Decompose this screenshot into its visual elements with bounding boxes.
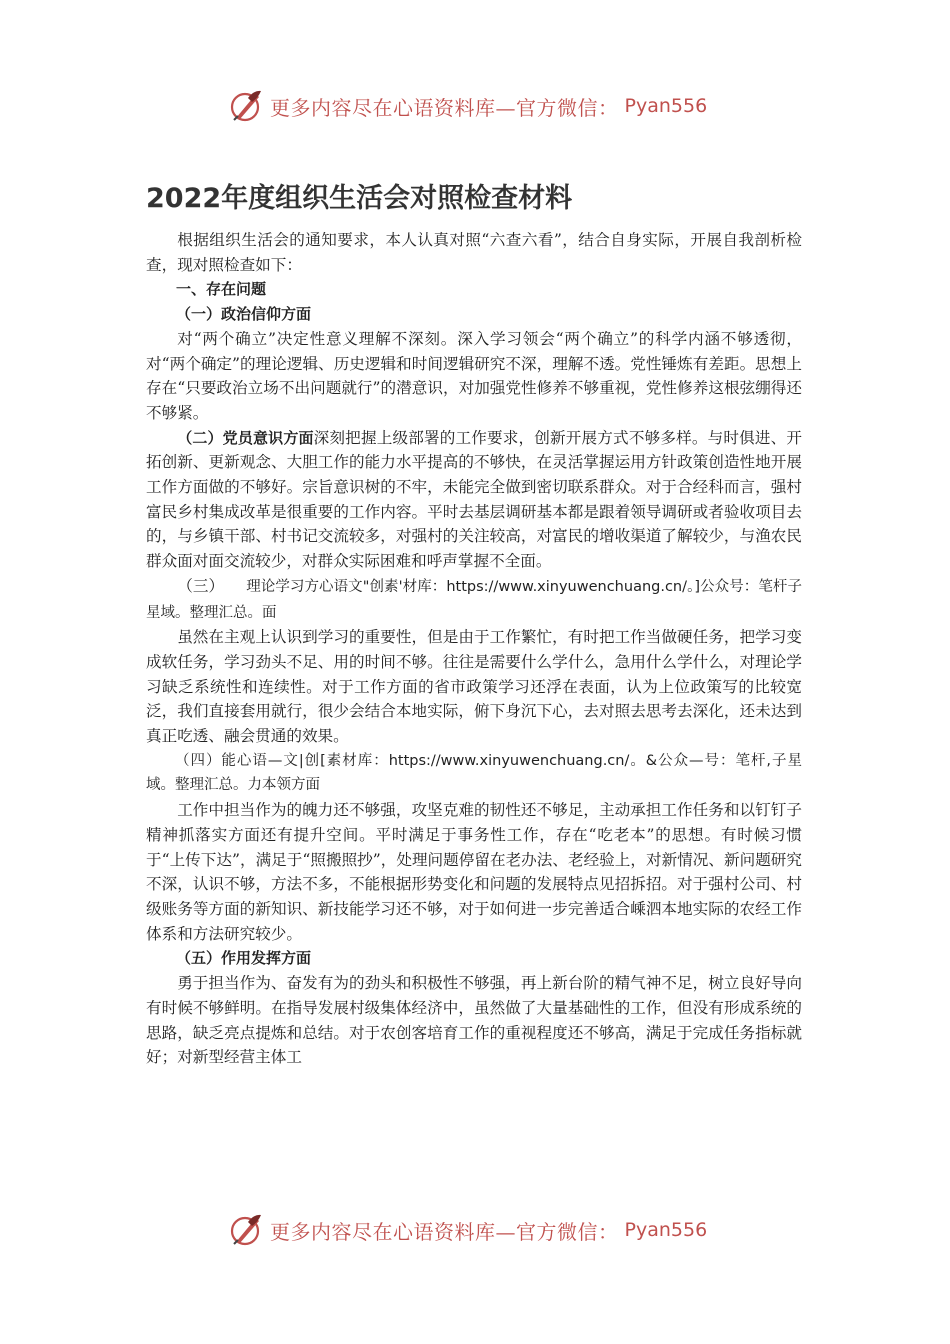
subsection-heading-3: 理论学习方心语文"创素'材库：https://www.xinyuwenchuang.cn/。]公众号：笔杆子星域。整理汇总。面 bbox=[146, 578, 802, 621]
intro-paragraph: 根据组织生活会的通知要求，本人认真对照“六查六看”，结合自身实际，开展自我剖析检查，现对照检查如下： bbox=[146, 231, 802, 274]
subsection-1-text: 对“两个确立”决定性意义理解不深刻。深入学习领会“两个确立”的科学内涵不够透彻，对“两个确定”的理论逻辑、历史逻辑和时间逻辑研究不深，理解不透。党性锤炼有差距。思想上存在“只要政治立场不出问题就行”的潜意识，对加强党性修养不够重视，党性修养这根弦绷得还不够紧。 bbox=[146, 329, 802, 422]
subsection-4-text: 工作中担当作为的魄力还不够强，攻坚克难的韧性还不够足，主动承担工作任务和以钉钉子精神抓落实方面还有提升空间。平时满足于事务性工作，存在“吃老本”的思想。有时候习惯于“上传下达”，满足于“照搬照抄”，处理问题停留在老办法、老经验上，对新情况、新问题研究不深，认识不够，方法不多，不能根据形势变化和问题的发展特点见招拆招。对于强村公司、村级账务等方面的新知识、新技能学习还不够，对于如何进一步完善适合嵊泗本地实际的农经工作体系和方法研究较少。 bbox=[146, 801, 802, 943]
quill-logo-icon bbox=[228, 88, 264, 124]
subsection-heading-2: （二）党员意识方面 bbox=[177, 428, 314, 447]
banner-wechat-id: Pyan556 bbox=[624, 95, 708, 117]
section-heading-problems: 一、存在问题 bbox=[176, 280, 267, 299]
subsection-heading-5: （五）作用发挥方面 bbox=[176, 949, 312, 968]
subsection-2-paragraph bbox=[146, 426, 802, 574]
footer-banner bbox=[228, 1210, 728, 1250]
banner-text: 更多内容尽在心语资料库—官方微信： bbox=[270, 1219, 619, 1244]
quill-logo-icon bbox=[228, 1212, 264, 1248]
subsection-heading-1: （一）政治信仰方面 bbox=[176, 305, 312, 324]
subsection-heading-3-prefix: （三） bbox=[177, 576, 225, 595]
subsection-3-heading-paragraph bbox=[146, 574, 802, 625]
subsection-3-text: 虽然在主观上认识到学习的重要性，但是由于工作繁忙，有时把工作当做硬任务，把学习变成软任务，学习劲头不足、用的时间不够。往往是需要什么学什么，急用什么学什么，对理论学习缺乏系统性和连续性。对于工作方面的省市政策学习还浮在表面，认为上位政策写的比较宽泛，我们直接套用就行，很少会结合本地实际，俯下身沉下心，去对照去思考去深化，还未达到真正吃透、融会贯通的效果。 bbox=[146, 628, 802, 746]
header-banner bbox=[228, 86, 728, 126]
subsection-5-text: 勇于担当作为、奋发有为的劲头和积极性不够强，再上新台阶的精气神不足，树立良好导向有时候不够鲜明。在指导发展村级集体经济中，虽然做了大量基础性的工作，但没有形成系统的思路，缺乏亮点提炼和总结。对于农创客培育工作的重视程度还不够高，满足于完成任务指标就好；对新型经营主体工 bbox=[146, 974, 802, 1067]
subsection-2-text: 深刻把握上级部署的工作要求，创新开展方式不够多样。与时俱进、开拓创新、更新观念、大胆工作的能力水平提高的不够快，在灵活掌握运用方针政策创造性地开展工作方面做的不够好。宗旨意识树的不牢，未能完全做到密切联系群众。对于合经科而言，强村富民乡村集成改革是很重要的工作内容。平时去基层调研基本都是跟着领导调研或者验收项目去的，与乡镇干部、村书记交流较多，对强村的关注较高，对富民的增收渠道了解较少，与渔农民群众面对面交流较少，对群众实际困难和呼声掌握不全面。 bbox=[146, 428, 802, 571]
banner-wechat-id: Pyan556 bbox=[624, 1219, 708, 1241]
document-body bbox=[146, 228, 802, 1070]
banner-text: 更多内容尽在心语资料库—官方微信： bbox=[270, 95, 619, 120]
document-title: 2022年度组织生活会对照检查材料 bbox=[146, 183, 573, 214]
subsection-heading-4: （四）能心语—文|创[素材库：https://www.xinyuwenchuang.cn/。&公众—号：笔杆,子星域。整理汇总。力本领方面 bbox=[146, 752, 802, 794]
